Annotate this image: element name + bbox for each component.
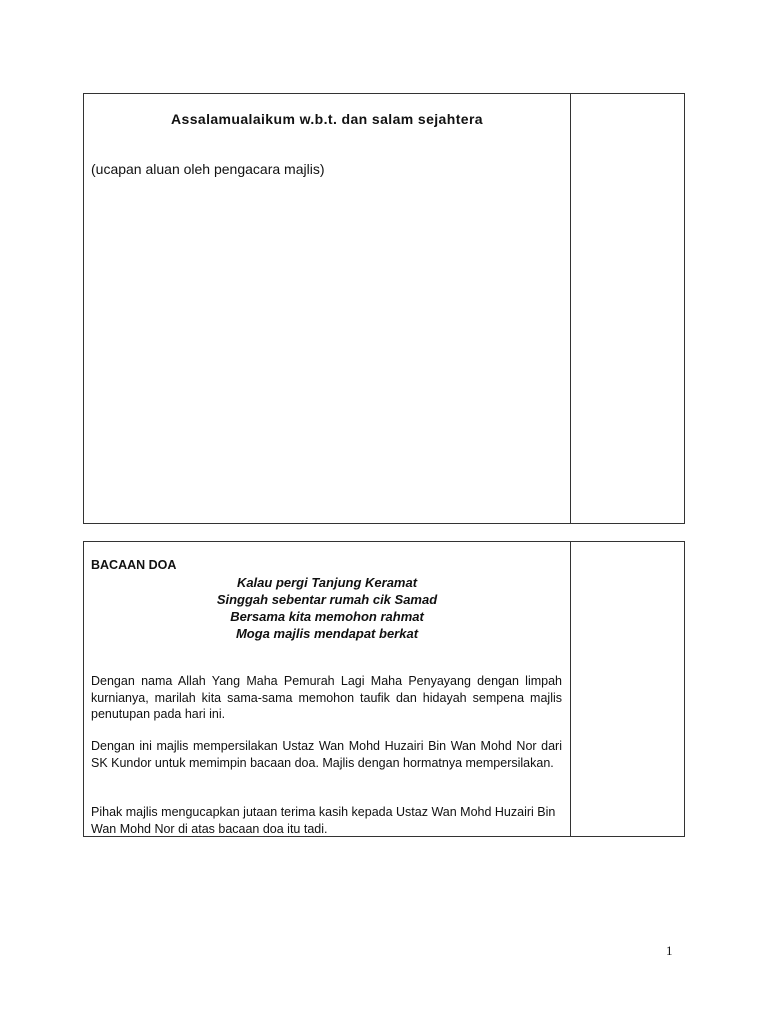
paragraph: Pihak majlis mengucapkan jutaan terima kasih kepada Ustaz Wan Mohd Huzairi Bin Wan Mohd Nor di atas bacaan doa itu tadi. xyxy=(91,805,556,836)
page-number: 1 xyxy=(666,943,673,958)
pantun-line: Moga majlis mendapat berkat xyxy=(235,626,419,641)
doa-table xyxy=(83,541,685,837)
intro-table xyxy=(83,93,685,524)
pantun-line: Singgah sebentar rumah cik Samad xyxy=(216,592,438,607)
greeting-heading: Assalamualaikum w.b.t. dan salam sejahtera xyxy=(171,111,483,127)
intro-note: (ucapan aluan oleh pengacara majlis) xyxy=(91,161,325,177)
notes-cell xyxy=(571,94,684,523)
pantun-line: Kalau pergi Tanjung Keramat xyxy=(236,575,418,590)
paragraph: Dengan ini majlis mempersilakan Ustaz Wan Mohd Huzairi Bin Wan Mohd Nor dari SK Kundor untuk memimpin bacaan doa. Majlis dengan hormatnya mempersilakan. xyxy=(91,739,562,770)
pantun-line: Bersama kita memohon rahmat xyxy=(230,609,424,624)
paragraph: Dengan nama Allah Yang Maha Pemurah Lagi Maha Penyayang dengan limpah kurnianya, marilah kita sama-sama memohon taufik dan hidayah sempena majlis penutupan pada hari ini. xyxy=(91,674,562,721)
pantun-verse xyxy=(84,574,570,642)
notes-cell xyxy=(571,542,684,836)
section-title: BACAAN DOA xyxy=(91,558,177,572)
